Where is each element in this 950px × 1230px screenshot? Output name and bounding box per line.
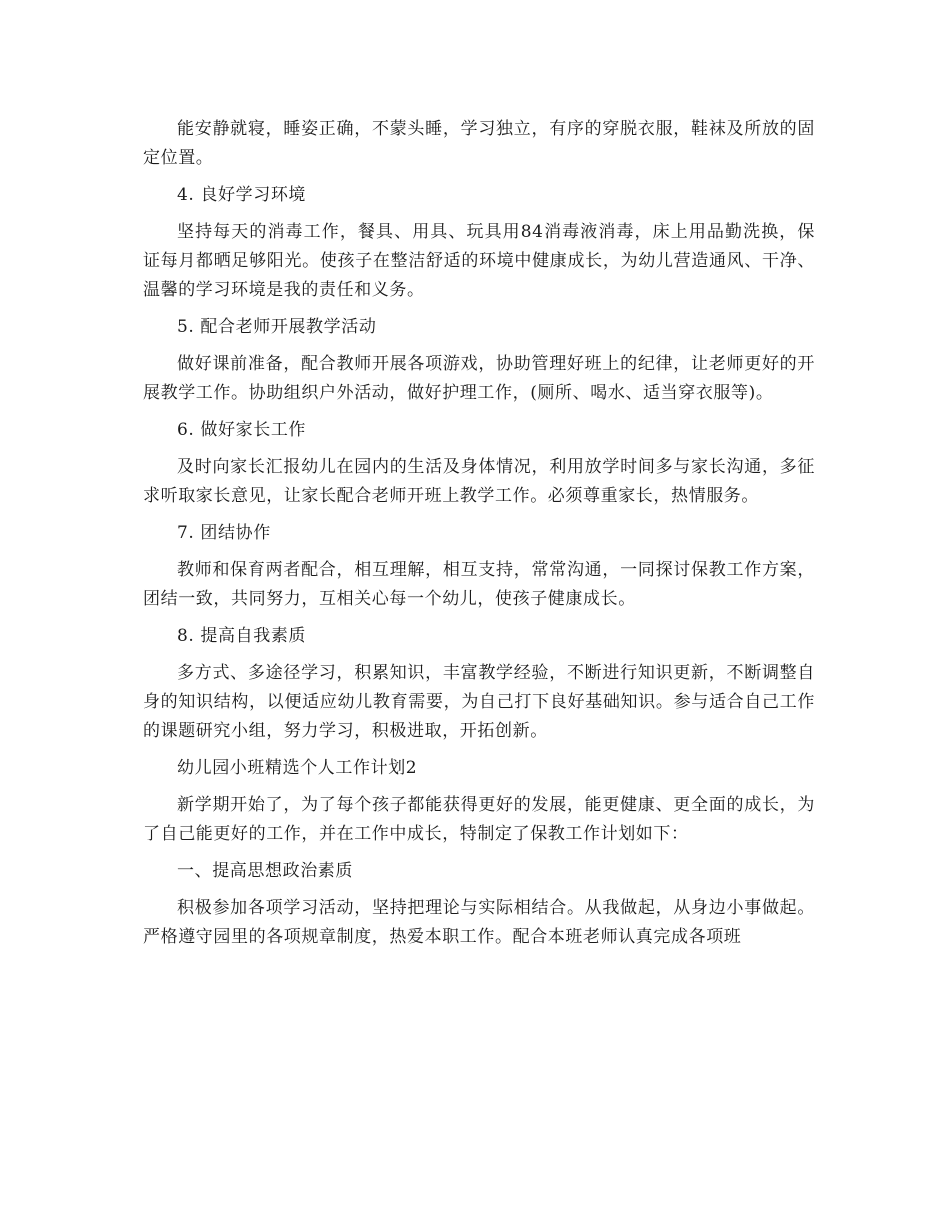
paragraph: 及时向家长汇报幼儿在园内的生活及身体情况，利用放学时间多与家长沟通，多征求听取家长意见，让家长配合老师开班上教学工作。必须尊重家长，热情服务。 <box>143 457 815 506</box>
paragraph: 教师和保育两者配合，相互理解，相互支持，常常沟通，一同探讨保教工作方案，团结一致，共同努力，互相关心每一个幼儿，使孩子健康成长。 <box>143 560 815 609</box>
paragraph: 新学期开始了，为了每个孩子都能获得更好的发展，能更健康、更全面的成长，为了自己能更好的工作，并在工作中成长，特制定了保教工作计划如下： <box>143 795 815 844</box>
section-heading: 5. 配合老师开展教学活动 <box>177 317 377 337</box>
section-heading: 6. 做好家长工作 <box>177 420 307 440</box>
section-heading: 7. 团结协作 <box>177 523 271 543</box>
paragraph: 能安静就寝，睡姿正确，不蒙头睡，学习独立，有序的穿脱衣服，鞋袜及所放的固定位置。 <box>143 119 815 168</box>
plan-title: 幼儿园小班精选个人工作计划2 <box>177 758 418 778</box>
section-heading: 8. 提高自我素质 <box>177 626 307 646</box>
paragraph: 坚持每天的消毒工作，餐具、用具、玩具用84消毒液消毒，床上用品勤洗换，保证每月都晒足够阳光。使孩子在整洁舒适的环境中健康成长，为幼儿营造通风、干净、温馨的学习环境是我的责任和义务。 <box>143 222 815 300</box>
document-body <box>143 115 815 960</box>
paragraph: 多方式、多途径学习，积累知识，丰富教学经验，不断进行知识更新，不断调整自身的知识结构，以便适应幼儿教育需要，为自己打下良好基础知识。参与适合自己工作的课题研究小组，努力学习，积极进取，开拓创新。 <box>143 663 815 741</box>
section-heading: 一、提高思想政治素质 <box>177 861 353 881</box>
paragraph: 积极参加各项学习活动，坚持把理论与实际相结合。从我做起，从身边小事做起。严格遵守园里的各项规章制度，热爱本职工作。配合本班老师认真完成各项班 <box>143 898 815 947</box>
section-heading: 4. 良好学习环境 <box>177 185 307 205</box>
paragraph: 做好课前准备，配合教师开展各项游戏，协助管理好班上的纪律，让老师更好的开展教学工作。协助组织户外活动，做好护理工作，(厕所、喝水、适当穿衣服等)。 <box>143 354 815 403</box>
